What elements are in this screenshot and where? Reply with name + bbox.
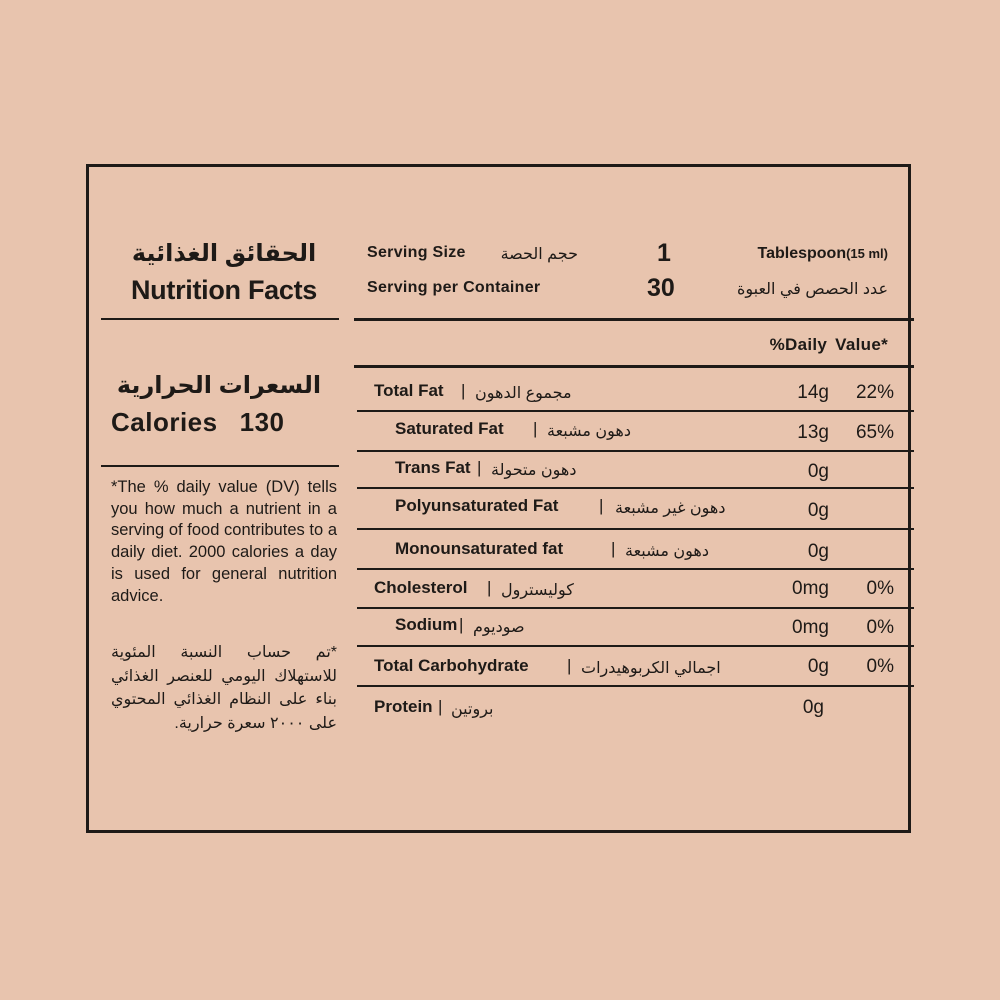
serving-size-arabic: حجم الحصة <box>500 246 578 263</box>
title-english: Nutrition Facts <box>130 275 317 305</box>
nutrient-name: Cholesterol <box>374 578 468 597</box>
separator: | <box>477 458 482 477</box>
thick-divider-bottom <box>354 365 914 368</box>
nutrient-name: Polyunsaturated Fat <box>395 496 559 515</box>
row-divider <box>357 487 914 489</box>
separator: | <box>567 656 572 675</box>
nutrient-arabic: دهون مشبعة <box>547 423 631 440</box>
nutrient-percent: 0% <box>866 578 894 599</box>
nutrient-name: Saturated Fat <box>395 419 504 438</box>
row-divider <box>357 568 914 570</box>
nutrient-amount: 14g <box>797 382 829 403</box>
row-divider <box>357 645 914 647</box>
serving-size-value: 1 <box>657 239 671 267</box>
servings-per-container-value: 30 <box>647 274 675 302</box>
serving-unit-label: Tablespoon <box>757 245 847 262</box>
nutrient-name: Sodium <box>395 615 458 634</box>
separator: | <box>611 539 616 558</box>
separator: | <box>533 419 538 438</box>
nutrient-name: Total Fat <box>374 381 444 400</box>
separator: | <box>438 697 443 716</box>
separator: | <box>599 496 604 515</box>
row-divider <box>357 450 914 452</box>
nutrient-arabic: كوليسترول <box>501 582 574 599</box>
separator: | <box>459 615 464 634</box>
nutrient-name: Monounsaturated fat <box>395 539 564 558</box>
nutrient-arabic: اجمالي الكربوهيدرات <box>581 660 721 677</box>
nutrient-percent: 0% <box>866 656 894 677</box>
nutrient-amount: 0mg <box>792 578 829 599</box>
calories-arabic: السعرات الحرارية <box>116 372 322 399</box>
footnote-english: *The % daily value (DV) tells you how much a nutrient in a serving of food contributes to a daily diet. 2000 calories a day is used for general nutrition advice. <box>111 478 337 605</box>
nutrient-arabic: بروتين <box>451 701 494 718</box>
row-divider <box>357 528 914 530</box>
nutrient-amount: 0g <box>807 656 829 677</box>
nutrient-percent: 65% <box>855 422 894 443</box>
nutrient-name: Trans Fat <box>395 458 471 477</box>
calories-label: Calories <box>111 407 218 437</box>
nutrient-percent: 0% <box>866 617 894 638</box>
servings-per-container-arabic: عدد الحصص في العبوة <box>736 281 888 298</box>
nutrient-percent: 22% <box>855 382 894 403</box>
nutrient-amount: 0g <box>802 697 824 718</box>
nutrient-arabic: مجموع الدهون <box>475 385 572 402</box>
separator: | <box>487 578 492 597</box>
serving-size-label: Serving Size <box>367 244 466 261</box>
nutrient-amount: 0g <box>807 461 829 482</box>
serving-size-unit <box>758 245 889 263</box>
left-divider-top <box>101 318 339 320</box>
nutrient-name: Total Carbohydrate <box>374 656 529 675</box>
daily-value-header: %Daily Value* <box>769 335 888 354</box>
title-arabic: الحقائق الغذائية <box>131 240 317 267</box>
calories-value: 130 <box>239 407 285 437</box>
serving-unit-volume: (15 ml) <box>846 246 888 261</box>
nutrient-amount: 0mg <box>792 617 829 638</box>
footnote-arabic: *تم حساب النسبة المئوية للاستهلاك اليومي للعنصر الغذائي بناء على النظام الغذائي المحتوي على ٢٠٠٠ سعرة حرارية. <box>111 644 337 732</box>
nutrient-arabic: دهون متحولة <box>491 462 577 479</box>
servings-per-container-label: Serving per Container <box>367 279 541 296</box>
nutrient-arabic: صوديوم <box>473 619 525 636</box>
separator: | <box>461 381 466 400</box>
nutrient-name: Protein <box>374 697 433 716</box>
calories-line <box>111 407 285 438</box>
row-divider <box>357 410 914 412</box>
nutrient-amount: 0g <box>807 541 829 562</box>
nutrient-arabic: دهون غير مشبعة <box>615 500 726 517</box>
thick-divider-top <box>354 318 914 321</box>
nutrient-amount: 0g <box>807 500 829 521</box>
row-divider <box>357 685 914 687</box>
left-divider-bottom <box>101 465 339 467</box>
row-divider <box>357 607 914 609</box>
nutrient-arabic: دهون مشبعة <box>625 543 709 560</box>
nutrient-amount: 13g <box>797 422 829 443</box>
nutrition-label <box>86 164 911 833</box>
